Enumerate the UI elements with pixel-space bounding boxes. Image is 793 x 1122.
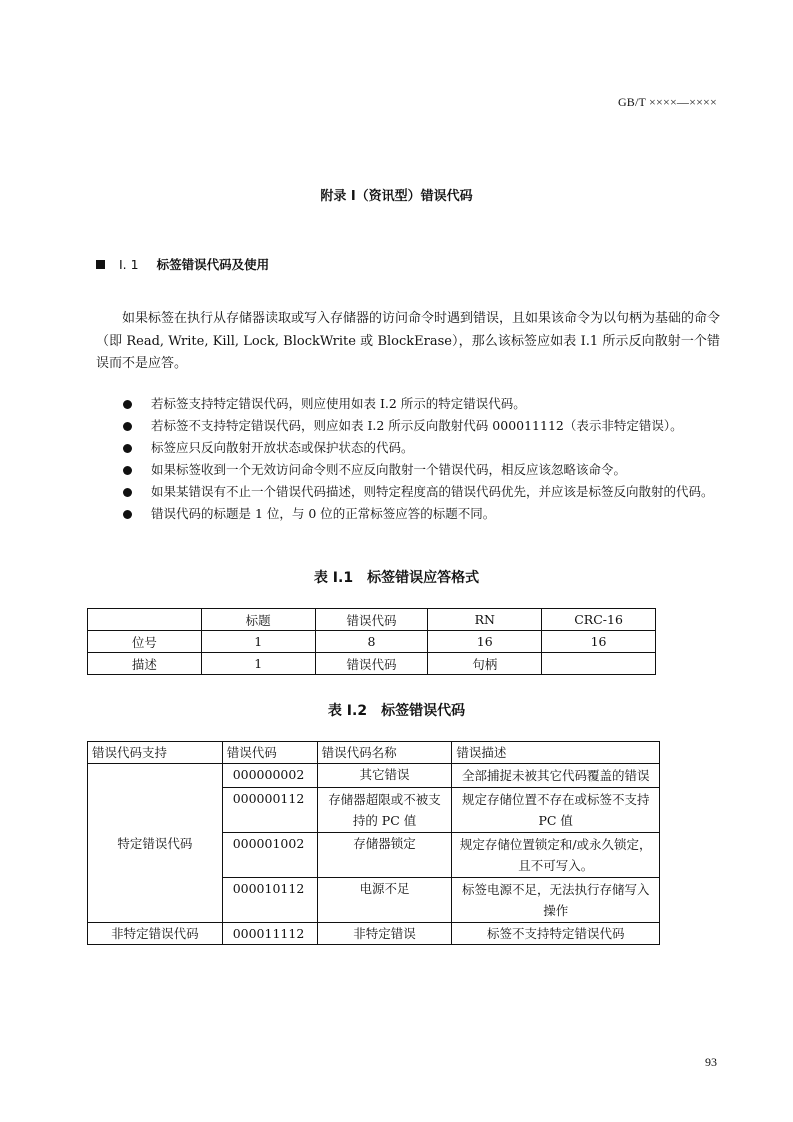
table-cell: 非特定错误 xyxy=(317,923,452,945)
table-header-row xyxy=(88,742,660,764)
table-cell: 000000002 xyxy=(222,764,317,788)
bullet-dot-icon xyxy=(123,444,132,453)
table1-caption: 表 I.1 标签错误应答格式 xyxy=(313,570,480,586)
list-item-text: 如果某错误有不止一个错误代码描述，则特定程度高的错误代码优先，并应该是标签反向散射的代码。 xyxy=(151,484,714,499)
bullet-dot-icon xyxy=(123,488,132,497)
table-cell: 句柄 xyxy=(428,653,542,675)
table-cell: 电源不足 xyxy=(317,878,452,923)
table-cell: CRC-16 xyxy=(542,609,656,631)
table-cell: 错误代码 xyxy=(315,609,428,631)
table-cell: 位号 xyxy=(88,631,202,653)
table-cell: 标题 xyxy=(201,609,315,631)
table-cell: 特定错误代码 xyxy=(88,764,223,923)
bullet-list xyxy=(96,393,726,525)
table-cell: 8 xyxy=(315,631,428,653)
square-bullet-icon xyxy=(96,260,105,269)
table-header-row xyxy=(88,609,656,631)
list-item xyxy=(96,459,726,481)
document-id: GB/T ××××—×××× xyxy=(617,95,717,109)
list-item xyxy=(96,415,726,437)
bullet-dot-icon xyxy=(123,510,132,519)
list-item-text: 若标签支持特定错误代码，则应使用如表 I.2 所示的特定错误代码。 xyxy=(151,396,526,411)
bullet-dot-icon xyxy=(123,400,132,409)
section-heading xyxy=(96,255,269,273)
bullet-dot-icon xyxy=(123,422,132,431)
table-cell: 规定存储位置锁定和/或永久锁定，且不可写入。 xyxy=(452,833,660,878)
list-item xyxy=(96,503,726,525)
table-row xyxy=(88,653,656,675)
table-row xyxy=(88,631,656,653)
table-cell: 存储器锁定 xyxy=(317,833,452,878)
table-row xyxy=(88,923,660,945)
table-cell: 其它错误 xyxy=(317,764,452,788)
table-cell xyxy=(88,609,202,631)
list-item-text: 错误代码的标题是 1 位，与 0 位的正常标签应答的标题不同。 xyxy=(151,506,496,521)
table-cell: 错误描述 xyxy=(452,742,660,764)
table2-caption: 表 I.2 标签错误代码 xyxy=(327,703,466,719)
list-item-text: 若标签不支持特定错误代码，则应如表 I.2 所示反向散射代码 000011112（表示非特定错误）。 xyxy=(151,418,683,433)
table-cell: 标签不支持特定错误代码 xyxy=(452,923,660,945)
error-response-format-table xyxy=(87,608,656,675)
table-cell: 16 xyxy=(542,631,656,653)
table-cell: 存储器超限或不被支持的 PC 值 xyxy=(317,788,452,833)
table-cell: 错误代码支持 xyxy=(88,742,223,764)
error-codes-table xyxy=(87,741,660,945)
list-item xyxy=(96,481,726,503)
table-cell: 1 xyxy=(201,653,315,675)
list-item xyxy=(96,393,726,415)
table-cell: 规定存储位置不存在或标签不支持 PC 值 xyxy=(452,788,660,833)
bullet-dot-icon xyxy=(123,466,132,475)
table-cell: 标签电源不足，无法执行存储写入操作 xyxy=(452,878,660,923)
table-cell: 非特定错误代码 xyxy=(88,923,223,945)
list-item-text: 标签应只反向散射开放状态或保护状态的代码。 xyxy=(151,440,414,455)
table-cell: 000001002 xyxy=(222,833,317,878)
appendix-title: 附录 I（资讯型）错误代码 xyxy=(320,189,473,204)
list-item-text: 如果标签收到一个无效访问命令则不应反向散射一个错误代码，相反应该忽略该命令。 xyxy=(151,462,627,477)
table-cell: 000010112 xyxy=(222,878,317,923)
page-number: 93 xyxy=(705,1055,717,1069)
list-item xyxy=(96,437,726,459)
table-cell: 描述 xyxy=(88,653,202,675)
table-cell: 000011112 xyxy=(222,923,317,945)
body-paragraph: 如果标签在执行从存储器读取或写入存储器的访问命令时遇到错误，且如果该命令为以句柄为基础的命令（即 Read, Write, Kill, Lock, BlockWrite 或 BlockErase），那么该标签应如表 I.1 所示反向散射一个错误而不是应答。 xyxy=(96,311,721,371)
table-cell xyxy=(542,653,656,675)
table-cell: 全部捕捉未被其它代码覆盖的错误 xyxy=(452,764,660,788)
table-cell: 1 xyxy=(201,631,315,653)
table-row xyxy=(88,764,660,788)
table-cell: RN xyxy=(428,609,542,631)
table-cell: 16 xyxy=(428,631,542,653)
table-cell: 错误代码名称 xyxy=(317,742,452,764)
table-cell: 错误代码 xyxy=(315,653,428,675)
table-cell: 错误代码 xyxy=(222,742,317,764)
table-cell: 000000112 xyxy=(222,788,317,833)
section-title: 标签错误代码及使用 xyxy=(156,257,270,272)
section-number: I. 1 xyxy=(119,256,139,272)
